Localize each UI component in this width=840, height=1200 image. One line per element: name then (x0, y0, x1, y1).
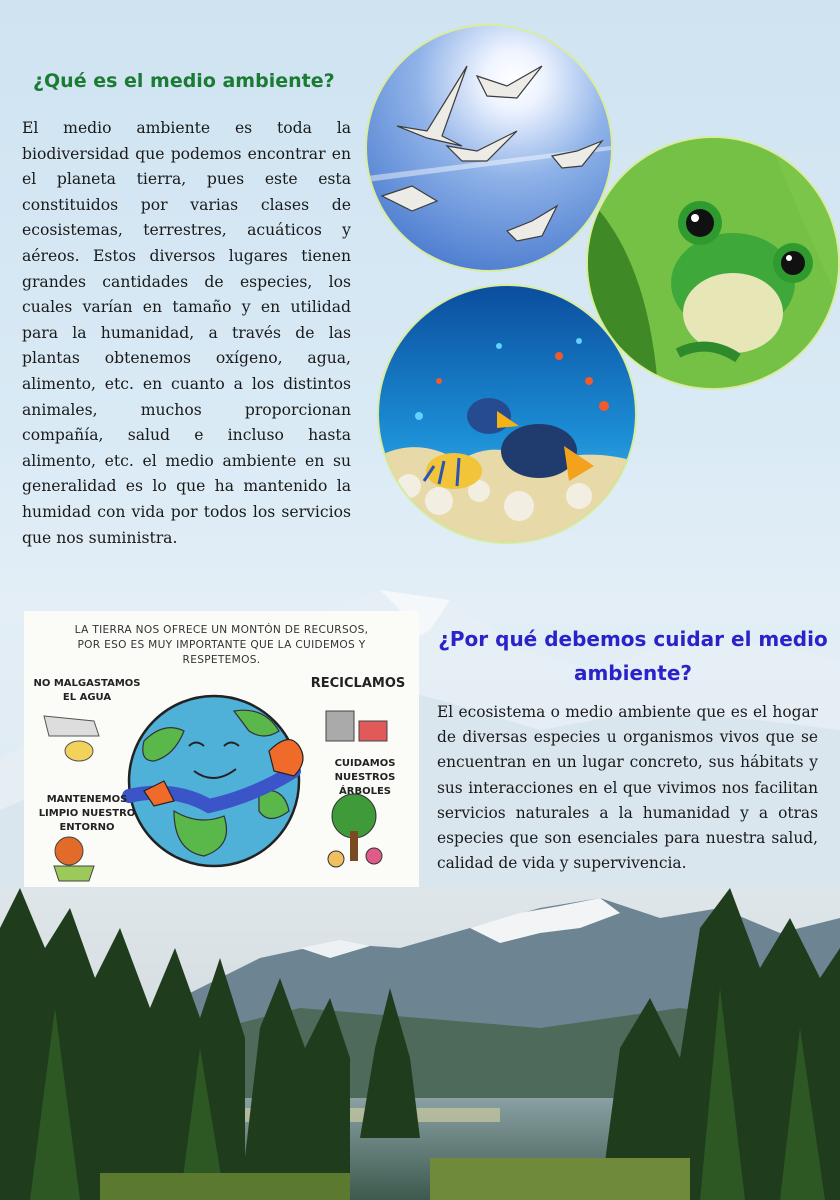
forest-lake-landscape (0, 888, 840, 1200)
reef-photo (377, 284, 637, 544)
section1-title: ¿Qué es el medio ambiente? (33, 70, 335, 92)
frog-photo (586, 136, 840, 390)
poster-label-clean: MANTENEMOS LIMPIO NUESTRO ENTORNO (38, 794, 136, 833)
poster-label-recycle: RECICLAMOS (310, 676, 406, 691)
birds-photo (365, 24, 613, 272)
section2-title: ¿Por qué debemos cuidar el medio ambiente? (438, 627, 828, 685)
poster-label-water: NO MALGASTAMOS EL AGUA (33, 678, 141, 703)
earth-hug-drawing (24, 611, 419, 887)
poster-label-trees: CUIDAMOS NUESTROS ÁRBOLES (334, 758, 396, 797)
care-environment-poster (24, 611, 419, 887)
poster-heading: LA TIERRA NOS OFRECE UN MONTÓN DE RECURSOS, POR ESO ES MUY IMPORTANTE QUE LA CUIDEMOS Y RESPETEMOS. (74, 624, 369, 666)
section1-body: El medio ambiente es toda la biodiversidad que podemos encontrar en el planeta tierra, pues este esta constituidos por varias clases de ecosistemas, terrestres, acuáticos y aéreos. Estos diversos lugares tienen grandes cantidades de especies, los cuales varían en tamaño y en utilidad para la humanidad, a través de las plantas obtenemos oxígeno, agua, alimento, etc. en cuanto a los distintos animales, muchos proporcionan compañía, salud e incluso hasta alimento, etc. el medio ambiente en su generalidad es lo que ha mantenido la humidad con vida por todos los servicios que nos suministra. (22, 119, 351, 547)
section2-body: El ecosistema o medio ambiente que es el hogar de diversas especies u organismos vivos que se encuentran en un lugar concreto, sus hábitats y sus interacciones en el que vivimos nos facilitan servicios naturales a la humanidad y a otras especies que son esenciales para nuestra salud, calidad de vida y supervivencia. (437, 703, 818, 873)
